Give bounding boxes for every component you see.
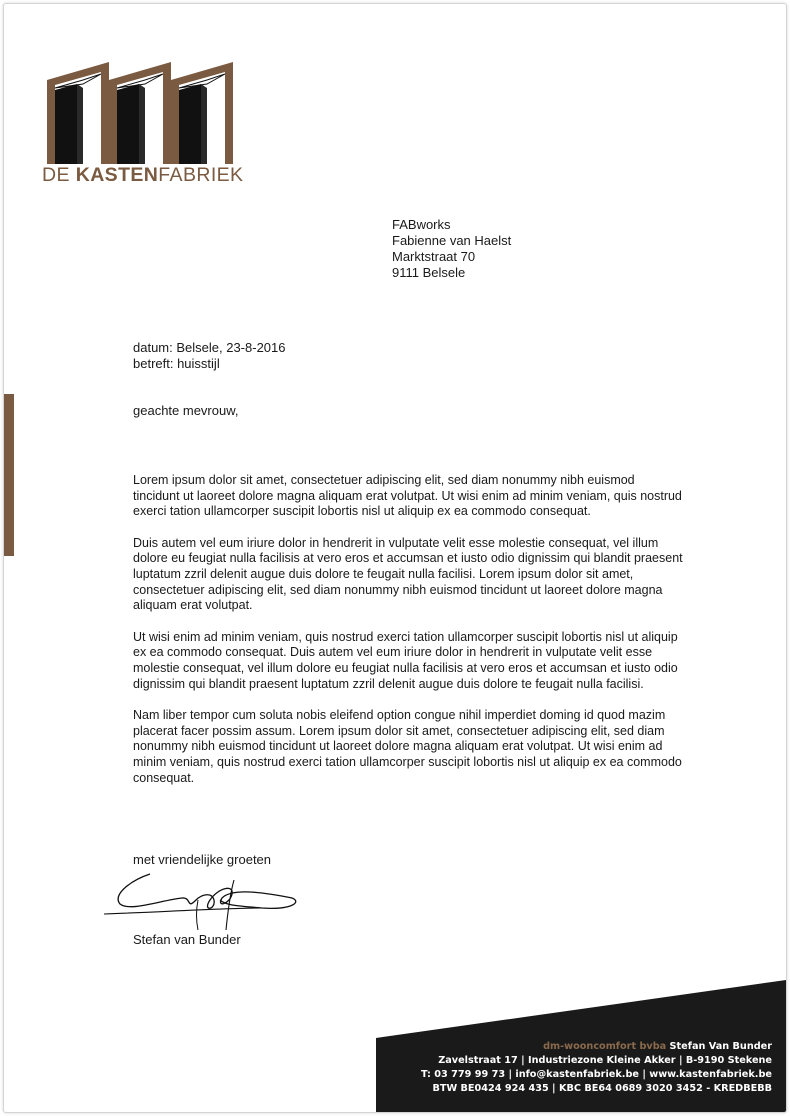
footer-contact-name: Stefan Van Bunder (666, 1041, 772, 1052)
letter-meta (133, 340, 285, 372)
footer-company: dm-wooncomfort bvba (543, 1041, 667, 1052)
body-paragraph: Nam liber tempor cum soluta nobis eleifend option congue nihil imperdiet doming id quod mazim placerat facer possim assum. Lorem ipsum dolor sit amet, consectetuer adipiscing elit, sed diam nonummy nibh euismod tincidunt ut laoreet dolore magna aliquam erat volutpat. Ut wisi enim ad minim veniam, quis nostrud exerci tation ullamcorper suscipit lobortis nisl ut aliquip ex ea commodo consequat. (133, 707, 682, 785)
logo-cabinets (47, 62, 233, 164)
letter-date: datum: Belsele, 23-8-2016 (133, 340, 286, 355)
recipient-name: Fabienne van Haelst (392, 233, 512, 248)
body-paragraph: Ut wisi enim ad minim veniam, quis nostrud exerci tation ullamcorper suscipit lobortis nisl ut aliquip ex ea commodo consequat. Duis autem vel eum iriure dolor in hendrerit in vulputate velit esse molestie consequat, vel illum dolore eu feugiat nulla facilisis at vero eros et accumsan et iusto odio dignissim qui blandit praesent luptatum zzril delenit augue duis dolore te feugait nulla facilisi. (133, 629, 678, 691)
salutation: geachte mevrouw, (133, 403, 239, 418)
logo-word-kasten: KASTEN (75, 164, 159, 186)
signer-name: Stefan van Bunder (133, 932, 241, 947)
letter-page (3, 3, 787, 1113)
body-paragraph: Duis autem vel eum iriure dolor in hendrerit in vulputate velit esse molestie consequat, vel illum dolore eu feugiat nulla facilisis at vero eros et accumsan et iusto odio dignissim qui blandit praesent luptatum zzril delenit augue duis dolore te feugait nulla facilisi. Lorem ipsum dolor sit amet, consectetuer adipiscing elit, sed diam nonummy nibh euismod tincidunt ut laoreet dolore magna aliquam erat volutpat. (133, 535, 683, 613)
handwritten-signature (102, 870, 307, 932)
footer-band (376, 980, 786, 1112)
letter-subject: betreft: huisstijl (133, 356, 220, 371)
recipient-company: FABworks (392, 217, 451, 232)
logo-word-fabriek: FABRIEK (158, 164, 244, 186)
footer-company-line (421, 1040, 772, 1054)
footer-contact-block (421, 1040, 772, 1096)
footer-finance: BTW BE0424 924 435 | KBC BE64 0689 3020 3452 - KREDBEBB (432, 1083, 772, 1094)
closing-line: met vriendelijke groeten (133, 852, 272, 867)
side-accent-bar (4, 394, 14, 556)
logo-word-de: DE (42, 164, 76, 186)
logo-wordmark (42, 164, 243, 187)
letter-body (133, 473, 683, 802)
recipient-street: Marktstraat 70 (392, 249, 476, 264)
footer-address: Zavelstraat 17 | Industriezone Kleine Akker | B-9190 Stekene (438, 1055, 772, 1066)
recipient-city: 9111 Belsele (392, 265, 466, 280)
footer-contact: T: 03 779 99 73 | info@kastenfabriek.be | www.kastenfabriek.be (420, 1069, 772, 1080)
kastenfabriek-logo-icon (42, 60, 236, 168)
recipient-address (392, 217, 511, 281)
body-paragraph: Lorem ipsum dolor sit amet, consectetuer adipiscing elit, sed diam nonummy nibh euismod tincidunt ut laoreet dolore magna aliquam erat volutpat. Ut wisi enim ad minim veniam, quis nostrud exerci tation ullamcorper suscipit lobortis nisl ut aliquip ex ea commodo consequat. (133, 473, 682, 519)
